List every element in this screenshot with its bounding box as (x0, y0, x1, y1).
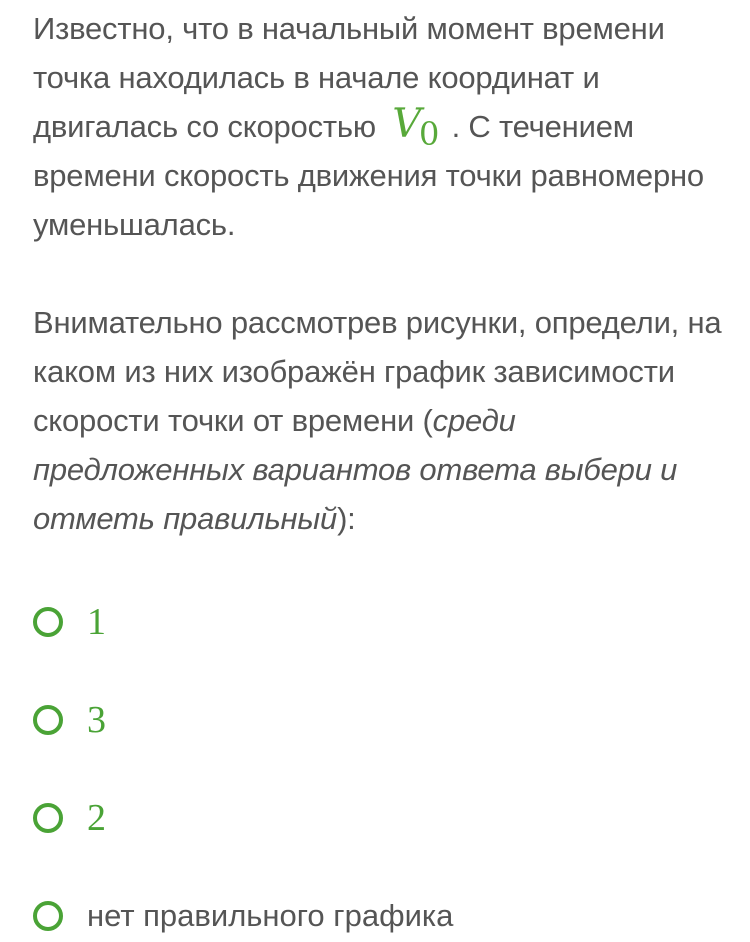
answer-option-3[interactable] (33, 696, 723, 744)
question-paragraph-1 (33, 4, 723, 249)
answer-option-label: 3 (87, 699, 106, 741)
answer-option-2[interactable] (33, 794, 723, 842)
question-text-part-1: Известно, что в начальный момент времени точка находилась в начале координат и двигалась со скоростью (33, 11, 665, 144)
paren-open: ( (422, 403, 433, 438)
question-hint: среди предложенных вариантов ответа выбери и отметь правильный (33, 403, 678, 536)
radio-button-icon[interactable] (33, 607, 63, 637)
answer-option-label: 1 (87, 601, 106, 643)
paren-close: ): (337, 501, 356, 536)
radio-button-icon[interactable] (33, 803, 63, 833)
velocity-subscript: 0 (418, 115, 440, 153)
question-instruction: Внимательно рассмотрев рисунки, определи, на каком из них изображён график зависимости скорости точки от времени (33, 305, 722, 438)
velocity-symbol (392, 101, 440, 153)
answer-option-label: нет правильного графика (87, 898, 454, 933)
velocity-letter: V (392, 101, 421, 147)
question-text-part-2: . С течением времени скорость движения точки равномерно уменьшалась. (33, 109, 704, 242)
radio-button-icon[interactable] (33, 705, 63, 735)
question-paragraph-2 (33, 298, 723, 543)
answer-option-none[interactable] (33, 892, 723, 940)
question-block (33, 4, 723, 543)
radio-button-icon[interactable] (33, 901, 63, 931)
answer-options (33, 598, 723, 940)
answer-option-1[interactable] (33, 598, 723, 646)
answer-option-label: 2 (87, 797, 106, 839)
